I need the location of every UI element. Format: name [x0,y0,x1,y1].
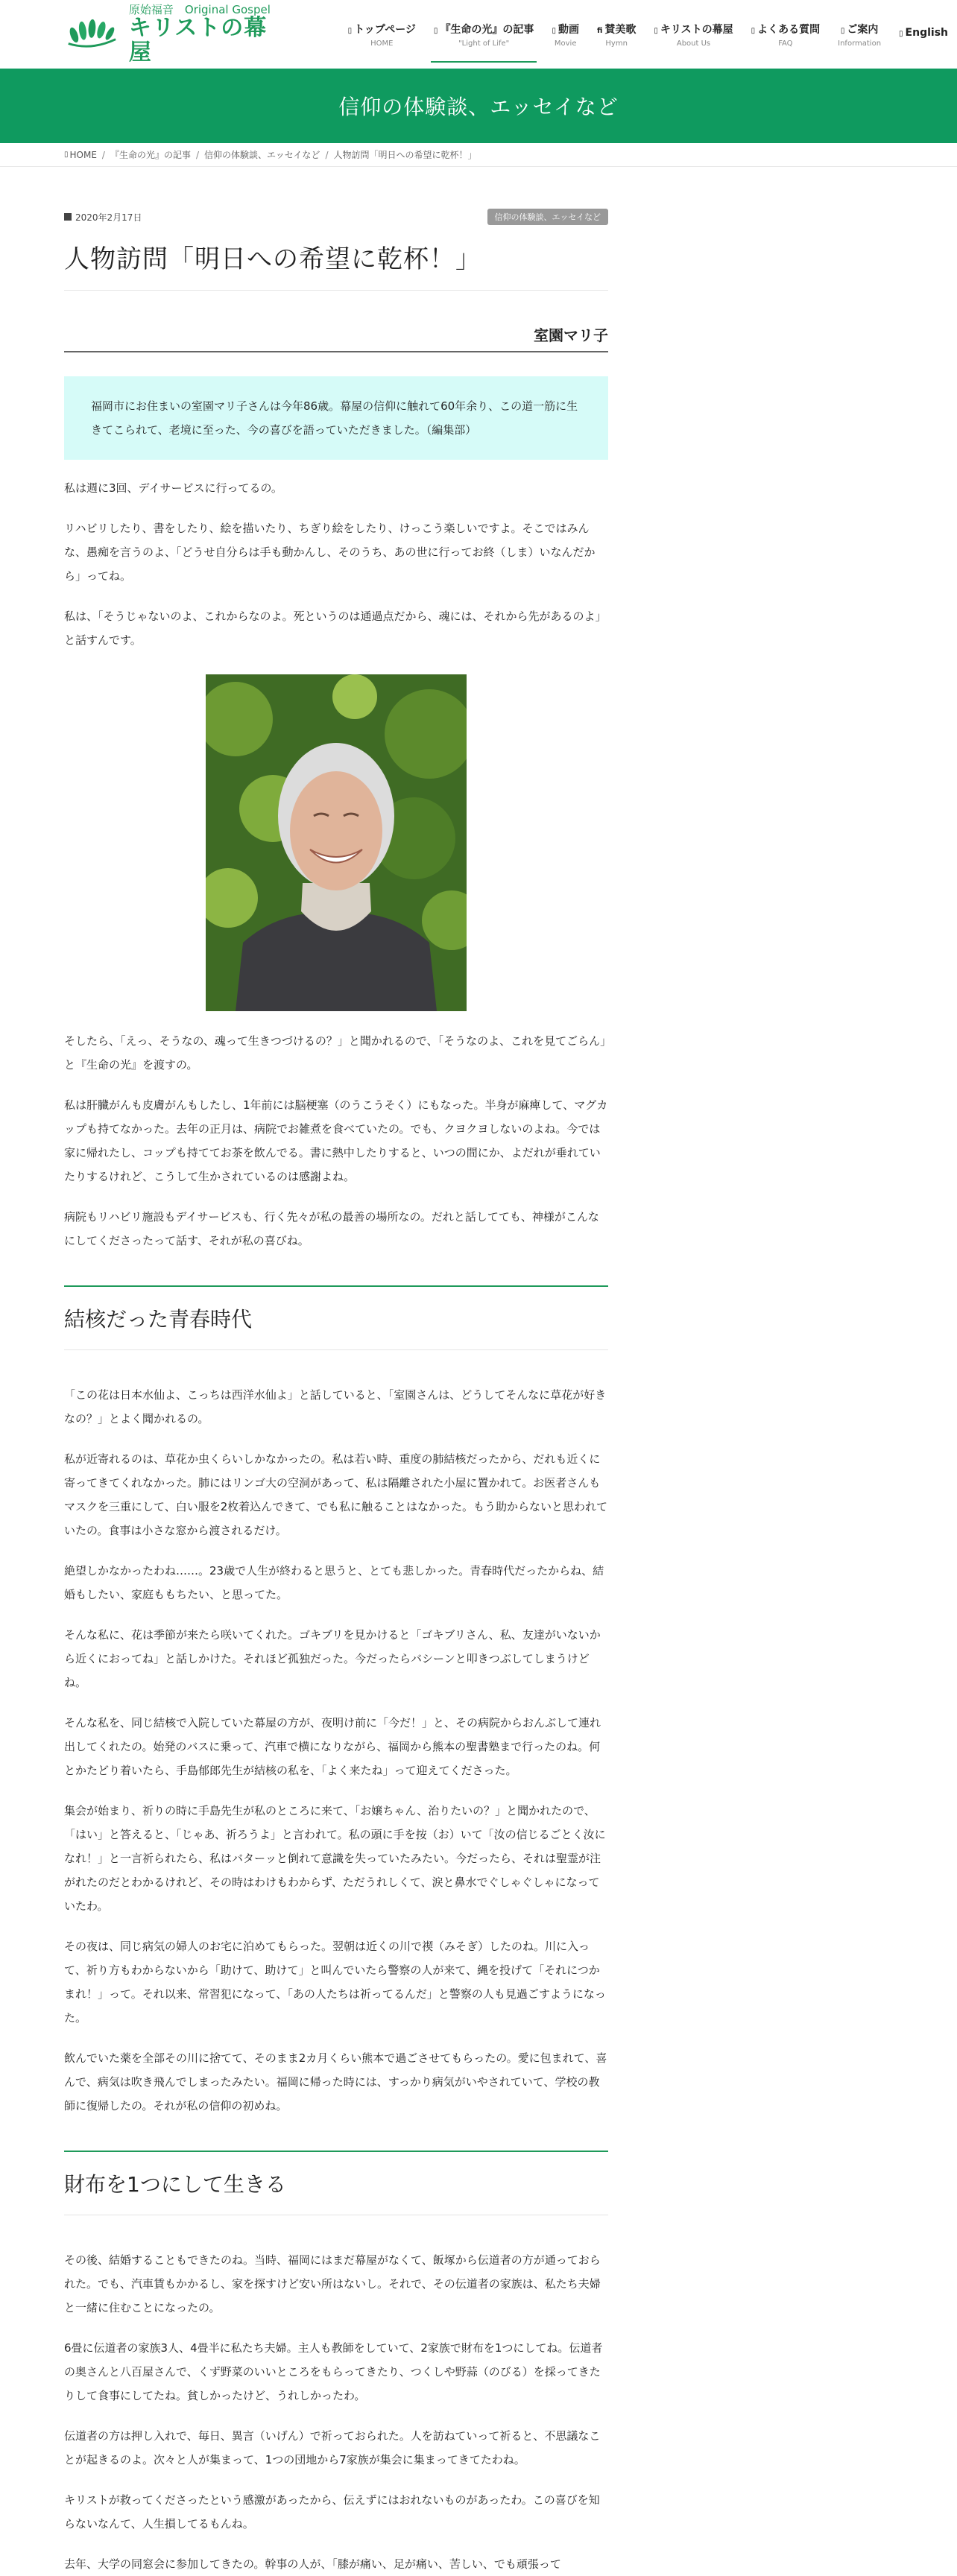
paragraph: 私は肝臓がんも皮膚がんもしたし、1年前には脳梗塞（のうこうそく）にもなった。半身が麻痺して、マグカップも持てなかった。去年の正月は、病院でお雑煮を食べていたの。でも、クヨクヨしないのよね。今では家に帰れたし、コップも持ててお茶を飲んでる。書に熱中したりすると、いつの間にか、よだれが垂れていたりするけれど、こうして生かされているのは感謝よね。 [64,1098,608,1183]
nav-label: 賛美歌 [604,23,637,36]
paragraph: 伝道者の方は押し入れで、毎日、異言（いげん）で祈っておられた。人を訪ねていって祈ると、不思議なことが起きるのよ。次々と人が集まって、1つの団地から7家族が集会に集まってきてたわね。 [64,2429,601,2466]
nav-label: English [905,27,948,39]
olive-branch-icon [64,17,120,51]
nav-movie[interactable] [543,4,588,64]
section-heading: 財布を1つにして生きる [64,2151,608,2215]
breadcrumb [0,143,957,167]
nav-sub: "Light of Life" [458,39,510,48]
paragraph: そんな私に、花は季節が来たら咲いてくれた。ゴキブリを見かけると「ゴキブリさん、私、友達がいないから近くにおってね」と話しかけた。それほど孤独だった。今だったらバシーンと叩きつぶしてしまうけどね。 [64,1628,601,1689]
post-date [64,211,142,224]
paragraph: 「この花は日本水仙よ、こっちは西洋水仙よ」と話していると、「室園さんは、どうしてそんなに草花が好きなの？」とよく聞かれるの。 [64,1388,607,1425]
nav-hymn[interactable] [588,4,645,64]
video-icon: ▯ [552,26,556,35]
breadcrumb-separator: / [195,149,200,160]
paragraph: リハビリしたり、書をしたり、絵を描いたり、ちぎり絵をしたり、けっこう楽しいですよ。そこではみんな、愚痴を言うのよ、「どうせ自分らは手も動かんし、そのうち、あの世に行ってお終（しま）いなんだから」ってね。 [64,522,596,583]
logo-subtitle: 原始福音 Original Gospel [128,2,271,16]
lead-box: 福岡市にお住まいの室園マリ子さんは今年86歳。幕屋の信仰に触れて60年余り、この道一筋に生きてこられて、老境に至った、今の喜びを語っていただきました。（編集部） [64,376,608,460]
nav-label: キリストの幕屋 [660,23,733,36]
nav-label: 『生命の光』の記事 [440,23,534,36]
nav-sub: Information [838,39,882,48]
article-title: 人物訪問「明日への希望に乾杯！」 [64,238,608,291]
breadcrumb-articles[interactable]: 『生命の光』の記事 [110,150,191,160]
nav-about[interactable] [645,4,742,64]
breadcrumb-home[interactable]: HOME [69,149,97,160]
banner-title: 信仰の体験談、エッセイなど [338,95,619,119]
paragraph: そしたら、「えっ、そうなの、魂って生きつづけるの？」と聞かれるので、「そうなのよ、これを見てごらん」と『生命の光』を渡すの。 [64,1034,606,1072]
paragraph: 私が近寄れるのは、草花か虫くらいしかなかったの。私は若い時、重度の肺結核だったから、だれも近くに寄ってきてくれなかった。肺にはリンゴ大の空洞があって、私は隔離された小屋に置かれて。お医者さんもマスクを三重にして、白い服を2枚着込んできて、でも私に触ることはなかった。もう助からないと思われていたの。食事は小さな窓から渡されるだけ。 [64,1452,607,1537]
calendar-icon [64,213,72,221]
nav-label: ご案内 [847,23,879,36]
home-icon: ▯ [64,151,69,159]
nav-label: 動画 [558,23,579,36]
nav-home[interactable] [339,4,425,64]
paragraph: 絶望しかなかったわね……。23歳で人生が終わると思うと、とても悲しかった。青春時代だったからね、結婚もしたい、家庭ももちたい、と思ってた。 [64,1564,604,1601]
nav-sub: FAQ [778,39,793,48]
nav-sub: HOME [370,39,394,48]
portrait-figure [64,674,608,1011]
info-icon: ▯ [654,26,658,35]
paragraph: その夜は、同じ病気の婦人のお宅に泊めてもらった。翌朝は近くの川で禊（みそぎ）したのね。川に入って、祈り方もわからないから「助けて、助けて」と叫んでいたら警察の人が来て、縄を投げて「それにつかまれ！」って。それ以来、常習犯になって、「あの人たちは祈ってるんだ」と警察の人も見過ごすようになった。 [64,1940,606,2025]
home-icon: ▯ [347,26,353,35]
section-heading: 結核だった青春時代 [64,1285,608,1350]
nav-label: トップページ [354,23,416,36]
page-banner [0,69,957,143]
paragraph: 飲んでいた薬を全部その川に捨てて、そのまま2カ月くらい熊本で過ごさせてもらったの。愛に包まれて、喜んで、病気は吹き飛んでしまったみたい。福岡に帰った時には、すっかり病気がいやされていて、学校の教師に復帰したの。それが私の信仰の初めね。 [64,2051,607,2113]
nav-sub: Hymn [605,39,628,48]
paragraph: 去年、大学の同窓会に参加してきたの。幹事の人が、「膝が痛い、足が痛い、苦しい、でも頑張って [64,2557,561,2571]
music-icon: fi [596,26,603,35]
paragraph: 集会が始まり、祈りの時に手島先生が私のところに来て、「お嬢ちゃん、治りたいの？」と聞かれたので、「はい」と答えると、「じゃあ、祈ろうよ」と言われて。私の頭に手を按（お）いて「汝の信じるごとく汝になれ！」と一言祈られたら、私はバターッと倒れて意識を失っていたみたい。今だったら、それは聖霊が注がれたのだとわかるけれど、その時はわけもわからず、ただうれしくて、涙と鼻水でぐしゃぐしゃになっていたわ。 [64,1804,606,1913]
paragraph: 私は、「そうじゃないのよ、これからなのよ。死というのは通過点だから、魂には、それから先があるのよ」と話すんです。 [64,610,607,647]
map-icon: ▯ [840,26,845,35]
author-heading [64,323,608,352]
paragraph: 6畳に伝道者の家族3人、4畳半に私たち夫婦。主人も教師をしていて、2家族で財布を1つにしてね。伝道者の奥さんと八百屋さんで、くず野菜のいいところをもらってきたり、つくしや野蒜（のびる）を採ってきたりして食事にしてたね。貧しかったけど、うれしかったわ。 [64,2341,603,2402]
logo-title: キリストの幕屋 [128,15,268,66]
paragraph: その後、結婚することもできたのね。当時、福岡にはまだ幕屋がなくて、飯塚から伝道者の方が通っておられた。でも、汽車賃もかかるし、家を探すけど安い所はないし。それで、その伝道者の家族は、私たち夫婦と一緒に住むことになったの。 [64,2253,601,2314]
globe-icon: ▯ [899,30,903,38]
date-text: 2020年2月17日 [75,212,142,223]
paragraph: 私は週に3回、デイサービスに行ってるの。 [64,481,282,495]
paragraph: 病院もリハビリ施設もデイサービスも、行く先々が私の最善の場所なの。だれと話してても、神様がこんなにしてくださったって話す、それが私の喜びね。 [64,1210,599,1247]
paragraph: キリストが救ってくださったという感激があったから、伝えずにはおれないものがあったわ。この喜びを知らないなんて、人生損してるもんね。 [64,2493,600,2531]
main-nav [339,0,957,69]
nav-sub: Movie [554,39,577,48]
nav-english[interactable] [890,4,957,64]
breadcrumb-separator: / [101,149,105,160]
breadcrumb-category[interactable]: 信仰の体験談、エッセイなど [204,150,320,160]
category-badge[interactable]: 信仰の体験談、エッセイなど [487,209,608,225]
author-name: 室園マリ子 [534,326,608,344]
article [64,167,608,2576]
paragraph: そんな私を、同じ結核で入院していた幕屋の方が、夜明け前に「今だ！」と、その病院からおんぶして連れ出してくれたの。始発のバスに乗って、汽車で横になりながら、福岡から熊本の聖書塾まで行ったのね。何とかたどり着いたら、手島郁郎先生が結核の私を、「よく来たね」って迎えてくださった。 [64,1716,601,1777]
question-icon: ▯ [751,26,756,35]
nav-articles[interactable] [425,4,543,64]
nav-faq[interactable] [742,4,830,64]
nav-label: よくある質問 [757,23,821,36]
site-logo[interactable] [64,2,284,66]
nav-sub: About Us [676,39,711,48]
book-icon: ▯ [433,26,438,35]
article-meta [64,210,608,224]
nav-information[interactable] [829,4,890,64]
portrait-photo [206,674,467,1011]
breadcrumb-current: 人物訪問「明日への希望に乾杯！」 [333,150,477,160]
breadcrumb-separator: / [325,149,329,160]
site-header [0,0,957,69]
